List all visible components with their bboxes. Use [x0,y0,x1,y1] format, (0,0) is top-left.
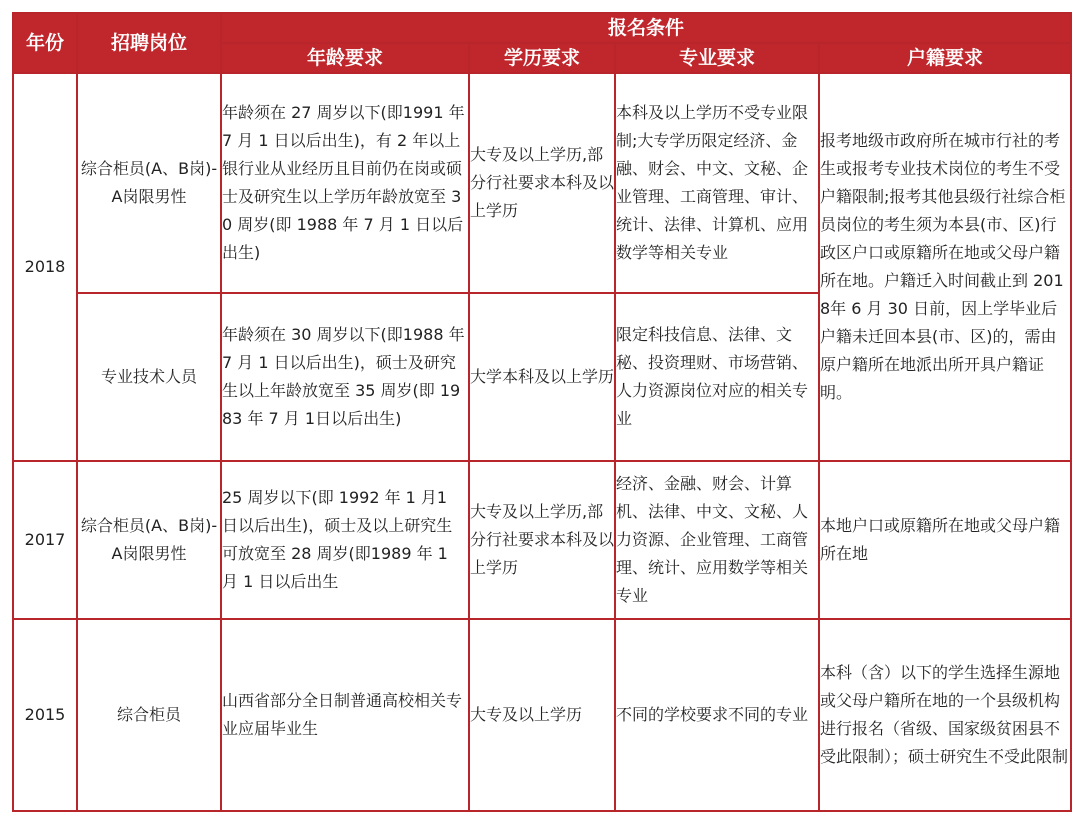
header-major: 专业要求 [615,43,819,73]
age-requirement-cell: 年龄须在 27 周岁以下(即1991 年 7 月 1 日以后出生)，有 2 年以上银行业从业经历且目前仍在岗或硕士及研究生以上学历年龄放宽至 30 周岁(即 1988 年 7 月 1 日以后出生) [221,73,469,293]
header-education: 学历要求 [469,43,615,73]
position-cell: 综合柜员 [77,619,221,811]
table-row-2017-teller [13,461,1071,619]
major-requirement-cell: 不同的学校要求不同的专业 [615,619,819,811]
major-requirement-cell: 经济、金融、财会、计算机、法律、中文、文秘、人力资源、企业管理、工商管理、统计、应用数学等相关专业 [615,461,819,619]
year-cell: 2018 [13,73,77,461]
header-conditions: 报名条件 [221,13,1071,43]
position-cell: 综合柜员(A、B岗)-A岗限男性 [77,73,221,293]
recruitment-table-container [12,12,1070,812]
recruitment-requirements-table [12,12,1072,812]
education-requirement-cell: 大学本科及以上学历 [469,293,615,461]
hukou-requirement-cell: 本地户口或原籍所在地或父母户籍所在地 [819,461,1071,619]
age-requirement-cell: 山西省部分全日制普通高校相关专业应届毕业生 [221,619,469,811]
position-cell: 专业技术人员 [77,293,221,461]
education-requirement-cell: 大专及以上学历,部分行社要求本科及以上学历 [469,73,615,293]
education-requirement-cell: 大专及以上学历 [469,619,615,811]
year-cell: 2017 [13,461,77,619]
education-requirement-cell: 大专及以上学历,部分行社要求本科及以上学历 [469,461,615,619]
age-requirement-cell: 25 周岁以下(即 1992 年 1 月1 日以后出生)，硕士及以上研究生可放宽至 28 周岁(即1989 年 1 月 1 日以后出生 [221,461,469,619]
hukou-requirement-cell: 报考地级市政府所在城市行社的考生或报考专业技术岗位的考生不受户籍限制;报考其他县级行社综合柜员岗位的考生须为本县(市、区)行政区户口或原籍所在地或父母户籍所在地。户籍迁入时间截止到 2018年 6 月 30 日前，因上学毕业后户籍未迁回本县(市、区)的，需由原户籍所在地派出所开具户籍证明。 [819,73,1071,461]
position-cell: 综合柜员(A、B岗)-A岗限男性 [77,461,221,619]
header-row-top [13,13,1071,43]
header-age: 年龄要求 [221,43,469,73]
hukou-requirement-cell: 本科（含）以下的学生选择生源地或父母户籍所在地的一个县级机构进行报名（省级、国家级贫困县不受此限制）；硕士研究生不受此限制 [819,619,1071,811]
age-requirement-cell: 年龄须在 30 周岁以下(即1988 年 7 月 1 日以后出生)，硕士及研究生以上年龄放宽至 35 周岁(即 1983 年 7 月 1日以后出生) [221,293,469,461]
major-requirement-cell: 本科及以上学历不受专业限制;大专学历限定经济、金融、财会、中文、文秘、企业管理、工商管理、审计、统计、法律、计算机、应用数学等相关专业 [615,73,819,293]
header-position: 招聘岗位 [77,13,221,73]
major-requirement-cell: 限定科技信息、法律、文秘、投资理财、市场营销、人力资源岗位对应的相关专业 [615,293,819,461]
header-hukou: 户籍要求 [819,43,1071,73]
table-row-2015-teller [13,619,1071,811]
year-cell: 2015 [13,619,77,811]
header-year: 年份 [13,13,77,73]
table-row-2018-teller [13,73,1071,293]
